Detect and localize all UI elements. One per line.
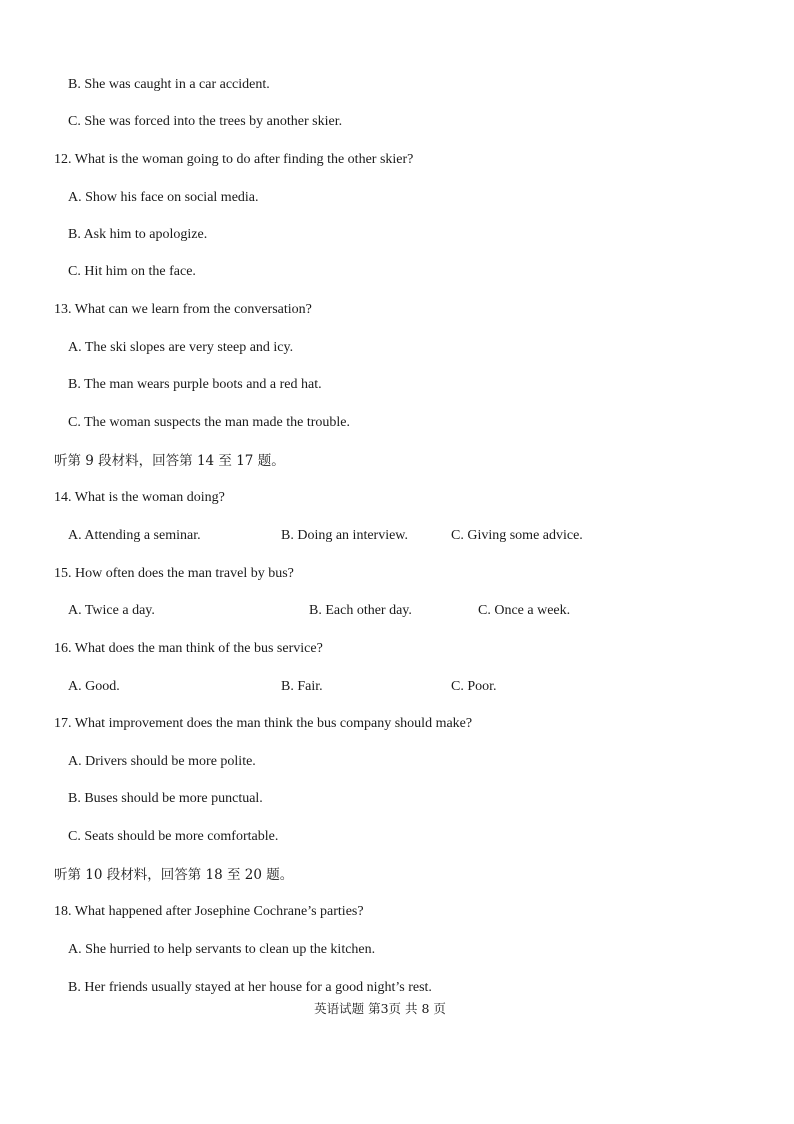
q17-option-b: B. Buses should be more punctual. (68, 791, 263, 806)
q16-option-c: C. Poor. (451, 679, 497, 694)
q18-option-b: B. Her friends usually stayed at her house for a good night’s rest. (68, 980, 432, 995)
q17-option-c: C. Seats should be more comfortable. (68, 829, 279, 844)
q15-option-b: B. Each other day. (309, 603, 412, 618)
question-17: 17. What improvement does the man think the bus company should make? (54, 716, 473, 731)
q13-option-b: B. The man wears purple boots and a red hat. (68, 377, 322, 392)
q13-option-a: A. The ski slopes are very steep and icy. (68, 340, 294, 355)
q17-option-a: A. Drivers should be more polite. (68, 754, 256, 769)
q14-option-a: A. Attending a seminar. (68, 528, 201, 543)
q16-option-a: A. Good. (68, 679, 120, 694)
question-16: 16. What does the man think of the bus service? (54, 641, 323, 656)
q12-option-a: A. Show his face on social media. (68, 190, 259, 205)
q12-option-b: B. Ask him to apologize. (68, 227, 208, 242)
q15-option-c: C. Once a week. (478, 603, 571, 618)
section-10-instruction: 听第 10 段材料，回答第 18 至 20 题。 (54, 867, 294, 883)
question-13: 13. What can we learn from the conversation? (54, 302, 312, 317)
q15-option-a: A. Twice a day. (68, 603, 155, 618)
q16-option-b: B. Fair. (281, 679, 323, 694)
q11-option-c: C. She was forced into the trees by another skier. (68, 114, 343, 129)
question-14: 14. What is the woman doing? (54, 490, 225, 505)
q13-option-c: C. The woman suspects the man made the trouble. (68, 415, 351, 430)
q11-option-b: B. She was caught in a car accident. (68, 77, 270, 92)
q14-option-b: B. Doing an interview. (281, 528, 409, 543)
q14-option-c: C. Giving some advice. (451, 528, 583, 543)
question-12: 12. What is the woman going to do after finding the other skier? (54, 152, 414, 167)
question-15: 15. How often does the man travel by bus? (54, 566, 294, 581)
q12-option-c: C. Hit him on the face. (68, 264, 196, 279)
question-18: 18. What happened after Josephine Cochrane’s parties? (54, 904, 364, 919)
page-footer: 英语试题 第3页 共 8 页 (314, 1001, 446, 1016)
q18-option-a: A. She hurried to help servants to clean up the kitchen. (68, 942, 376, 957)
section-9-instruction: 听第 9 段材料，回答第 14 至 17 题。 (54, 453, 285, 469)
